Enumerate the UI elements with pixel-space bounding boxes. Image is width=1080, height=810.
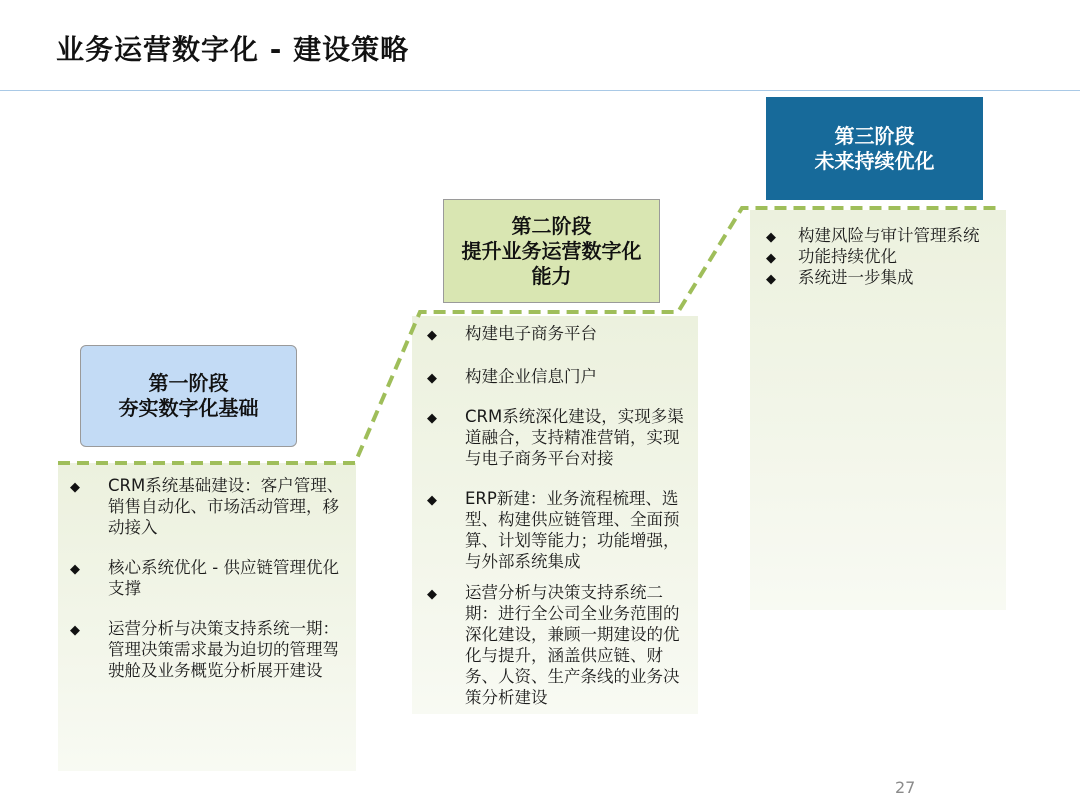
stage-1-items [70, 475, 348, 700]
page-number: 27 [895, 778, 916, 797]
diamond-bullet-icon: ◆ [427, 371, 437, 386]
list-item: ◆ 系统进一步集成 [766, 267, 1006, 288]
list-item: ◆ 构建电子商务平台 [427, 323, 695, 344]
diamond-bullet-icon: ◆ [427, 493, 437, 508]
stage-3-label: 第三阶段 [834, 123, 915, 148]
diamond-bullet-icon: ◆ [766, 272, 776, 287]
diamond-bullet-icon: ◆ [70, 480, 80, 495]
stage-3-box [766, 97, 983, 200]
list-item: ◆ 功能持续优化 [766, 246, 1006, 267]
diamond-bullet-icon: ◆ [766, 230, 776, 245]
diamond-bullet-icon: ◆ [427, 411, 437, 426]
stage-1-label: 第一阶段 [148, 371, 229, 395]
list-item: ◆ 运营分析与决策支持系统二期：进行全公司全业务范围的深化建设，兼顾一期建设的优化与提升，涵盖供应链、财务、人资、生产条线的业务决策分析建设 [427, 583, 680, 707]
diamond-bullet-icon: ◆ [766, 251, 776, 266]
stage-3-items [766, 225, 1006, 288]
stage-2-label: 第二阶段 [511, 213, 592, 238]
page-title: 业务运营数字化 - 建设策略 [56, 33, 410, 66]
diamond-bullet-icon: ◆ [70, 623, 80, 638]
stage-2-items [427, 323, 695, 708]
diamond-bullet-icon: ◆ [427, 328, 437, 343]
stage-3-subtitle: 未来持续优化 [814, 148, 935, 173]
list-item: ◆ 运营分析与决策支持系统一期：管理决策需求最为迫切的管理驾驶舱及业务概览分析展开建设 [70, 619, 339, 680]
diamond-bullet-icon: ◆ [70, 562, 80, 577]
diamond-bullet-icon: ◆ [427, 587, 437, 602]
stage-2-subtitle: 提升业务运营数字化能力 [461, 238, 642, 288]
list-item: ◆ ERP新建：业务流程梳理、选型、构建供应链管理、全面预算、计划等能力；功能增强，与外部系统集成 [427, 489, 680, 571]
stage-1-subtitle: 夯实数字化基础 [118, 396, 259, 420]
list-item: ◆ 核心系统优化 - 供应链管理优化支撑 [70, 558, 339, 598]
stage-1-box [80, 345, 297, 447]
stage-2-box [443, 199, 660, 303]
list-item: ◆ 构建企业信息门户 [427, 366, 695, 387]
list-item: ◆ 构建风险与审计管理系统 [766, 225, 1006, 246]
list-item: ◆ CRM系统基础建设：客户管理、销售自动化、市场活动管理，移动接入 [70, 476, 344, 537]
list-item: ◆ CRM系统深化建设，实现多渠道融合，支持精准营销，实现与电子商务平台对接 [427, 407, 684, 468]
